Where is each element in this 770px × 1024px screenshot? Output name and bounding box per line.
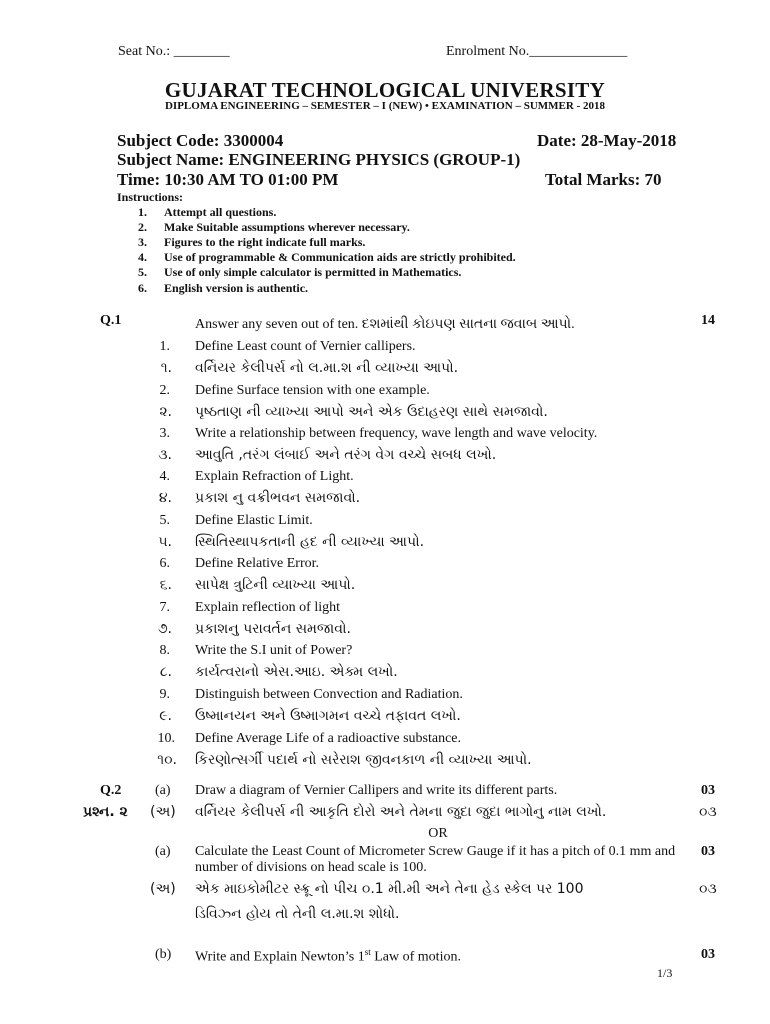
q1-item-gu: આવુતિ ,તરંગ લંબાઈ અને તરંગ વેગ વચ્ચે સબધ લખો. [195,447,497,463]
q1-item-gu: સાપેક્ષ ત્રુટિની વ્યાખ્યા આપો. [195,577,356,593]
q1-item-gu: કિરણોત્સર્ગી પદાર્થ નો સરેરાશ જીવનકાળ ની વ્યાખ્યા આપો. [195,752,532,768]
instruction-item: 3. Figures to the right indicate full marks. [138,235,366,249]
q1-item-number: 5. [159,513,170,528]
q1-item-en: Define Surface tension with one example. [195,383,430,398]
q1-item-number: 8. [159,643,170,658]
instructions-heading: Instructions: [117,190,184,204]
q1-item-en: Write a relationship between frequency, wave length and wave velocity. [195,426,598,441]
q1-item-en: Define Least count of Vernier callipers. [195,339,416,354]
exam-line: DIPLOMA ENGINEERING – SEMESTER – I (NEW) • EXAMINATION – SUMMER - 2018 [164,100,605,112]
q2-a-marks: 03 [701,783,715,798]
q2-b-marks: 03 [701,947,715,962]
seat-number-field: Seat No.: ________ [118,44,230,59]
q1-item-gu: પ્રકાશનુ પરાવર્તન સમજાવો. [195,621,351,637]
instruction-item: 6. English version is authentic. [138,281,309,295]
q1-item-number-gu: ૨. [159,404,172,420]
q2-b-label: (b) [155,947,172,962]
q1-item-gu: પૃષ્ઠતાણ ની વ્યાખ્યા આપો અને એક ઉદાહરણ સાથે સમજાવો. [195,404,548,420]
q2-a-label: (a) [155,783,171,798]
q1-item-en: Write the S.I unit of Power? [195,643,353,658]
q1-item-number: 4. [159,469,170,484]
page-number: 1/3 [657,966,673,980]
q1-item-en: Define Relative Error. [195,556,320,571]
subject-code: Subject Code: 3300004 [117,131,284,150]
q1-item-gu: સ્થિતિસ્થાપકતાની હદ ની વ્યાખ્યા આપો. [195,534,425,550]
q1-item-gu: પ્રકાશ નુ વક્રીભવન સમજાવો. [195,490,361,506]
exam-date: Date: 28-May-2018 [537,131,677,150]
q2-a2-gu-line1: એક માઇકોમીટર સ્ક્રૂ નો પીચ ૦.1 મી.મી અને તેના હેડ સ્કેલ પર 100 [195,881,584,897]
q2-a-gu: વર્નિયર કેલીપર્સ ની આકૃતિ દોરો અને તેમના જુદા જુદા ભાગોનુ નામ લખો. [195,804,607,820]
q1-item-number: 7. [159,600,170,615]
total-marks: Total Marks: 70 [545,170,662,189]
question-number-q2-gu: પ્રશ્ન. ૨ [83,804,128,820]
instruction-item: 4. Use of programmable & Communication aids are strictly prohibited. [138,250,516,264]
q2-a-en: Draw a diagram of Vernier Callipers and write its different parts. [195,783,558,798]
q1-item-gu: વર્નિયર કેલીપર્સ નો લ.મા.શ ની વ્યાખ્યા આપો. [195,360,459,376]
q2-a-label-gu: (અ) [150,804,176,820]
q1-item-en: Define Average Life of a radioactive substance. [195,731,461,746]
q1-item-gu: ઉષ્માનયન અને ઉષ્માગમન વચ્ચે તફાવત લખો. [195,708,461,724]
or-separator: OR [428,826,448,841]
q1-item-en: Explain reflection of light [195,600,341,615]
question-number-q1: Q.1 [100,313,122,328]
q1-item-number: 2. [159,383,170,398]
instruction-item: 1. Attempt all questions. [138,205,277,219]
question-number-q2: Q.2 [100,783,122,798]
subject-name: Subject Name: ENGINEERING PHYSICS (GROUP-1) [117,150,521,169]
q1-item-number: 10. [157,731,175,746]
q1-item-number-gu: ૫. [158,534,172,550]
q2-a2-en: Calculate the Least Count of Micrometer Screw Gauge if it has a pitch of 0.1 mm and number of divisions on head scale is 100. [195,844,676,875]
q1-item-number-gu: ૭. [157,621,172,637]
q2-a2-gu-line2: ડિવિઝ્ન હોય તો તેની લ.મા.શ શોધો. [195,906,400,922]
q2-a2-marks: 03 [701,844,715,859]
q2-a2-marks-gu: ૦૩ [699,881,717,897]
university-title: GUJARAT TECHNOLOGICAL UNIVERSITY [164,78,606,102]
q1-item-number: 1. [159,339,170,354]
q1-marks: 14 [701,313,715,328]
q1-item-en: Distinguish between Convection and Radiation. [195,687,463,702]
q1-item-en: Explain Refraction of Light. [195,469,354,484]
q1-item-number-gu: ૪. [158,490,172,506]
q2-a-marks-gu: ૦૩ [699,804,717,820]
instruction-item: 2. Make Suitable assumptions wherever necessary. [138,220,410,234]
q1-item-en: Define Elastic Limit. [195,513,313,528]
enrolment-number-field: Enrolment No.______________ [446,44,628,59]
q1-intro: Answer any seven out of ten. દશમાંથી કોઇપણ સાતના જવાબ આપો. [195,317,575,332]
instruction-item: 5. Use of only simple calculator is permitted in Mathematics. [138,265,462,279]
q1-item-number-gu: ૮. [159,664,172,680]
q2-a2-label: (a) [155,844,171,859]
exam-time: Time: 10:30 AM TO 01:00 PM [117,170,339,189]
q1-item-number-gu: ૩. [158,447,172,463]
q2-b-en: Write and Explain Newton’s 1st Law of motion. [195,947,461,965]
q1-item-number: 3. [159,426,170,441]
q2-a2-label-gu: (અ) [150,881,176,897]
q1-item-number: 9. [159,687,170,702]
q1-item-number: 6. [159,556,170,571]
q1-item-number-gu: ૬. [159,577,172,593]
q1-item-number-gu: ૧૦. [157,752,177,768]
q1-item-gu: કાર્યત્વરાનો એસ.આઇ. એક્મ લખો. [195,664,398,680]
q1-item-number-gu: ૯. [159,708,172,724]
q1-item-number-gu: ૧. [160,360,172,376]
